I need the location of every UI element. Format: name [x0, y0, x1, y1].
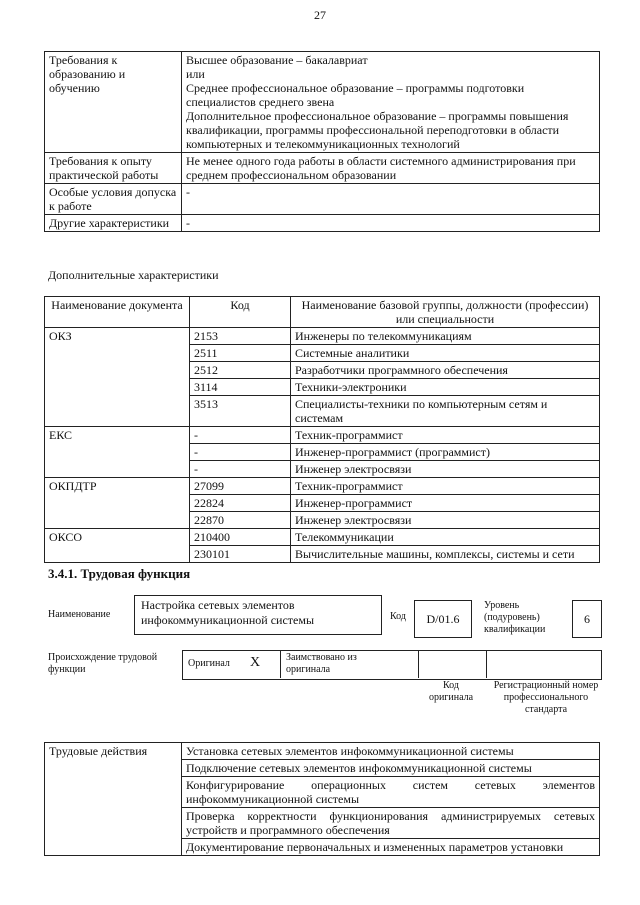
- code-cell: -: [190, 461, 291, 478]
- origin-box: [182, 650, 602, 680]
- action-item: Документирование первоначальных и измененных параметров установки: [182, 839, 600, 856]
- code-cell: 230101: [190, 546, 291, 563]
- occupation-cell: Техник-программист: [291, 427, 600, 444]
- occupation-cell: Инженер электросвязи: [291, 461, 600, 478]
- name-label: Наименование: [48, 609, 111, 620]
- row-value: -: [182, 184, 600, 215]
- table-row: [45, 478, 600, 495]
- value-line: Среднее профессиональное образование – программы подготовки специалистов среднего звена: [186, 81, 525, 109]
- occupation-cell: Телекоммуникации: [291, 529, 600, 546]
- page-number: 27: [314, 8, 326, 22]
- requirements-table: [44, 51, 600, 232]
- action-item: Установка сетевых элементов инфокоммуникационной системы: [182, 743, 600, 760]
- occupation-cell: Специалисты-техники по компьютерным сетям и системам: [291, 396, 600, 427]
- doc-cell: ОКСО: [45, 529, 190, 563]
- labor-actions-body: [45, 743, 600, 856]
- qualification-level: 6: [572, 600, 602, 638]
- occupation-cell: Техники-электроники: [291, 379, 600, 396]
- code-cell: 210400: [190, 529, 291, 546]
- table-row: [45, 184, 600, 215]
- occupation-cell: Инженер электросвязи: [291, 512, 600, 529]
- col-header-code: Код: [190, 297, 291, 328]
- code-cell: 2511: [190, 345, 291, 362]
- action-item: Конфигурирование операционных систем сетевых элементов инфокоммуникационной системы: [182, 777, 600, 808]
- value-line: или: [186, 67, 205, 81]
- code-cell: -: [190, 444, 291, 461]
- code-label: Код: [390, 611, 406, 622]
- table-row: [45, 215, 600, 232]
- function-name-box: [134, 595, 382, 635]
- table-row: [45, 328, 600, 345]
- action-item: Подключение сетевых элементов инфокоммуникационной системы: [182, 760, 600, 777]
- origin-divider: [280, 650, 281, 678]
- code-cell: 22870: [190, 512, 291, 529]
- function-name: Настройка сетевых элементов инфокоммуникационной системы: [141, 598, 315, 627]
- value-line: Высшее образование – бакалавриат: [186, 53, 368, 67]
- reg-number-caption: Регистрационный номер профессионального стандарта: [493, 680, 599, 715]
- code-cell: 2512: [190, 362, 291, 379]
- original-mark: X: [250, 655, 261, 670]
- row-value: -: [182, 215, 600, 232]
- occupation-cell: Инженер-программист: [291, 495, 600, 512]
- code-cell: -: [190, 427, 291, 444]
- row-label: Особые условия допуска к работе: [45, 184, 182, 215]
- code-cell: 3114: [190, 379, 291, 396]
- table-row: [45, 529, 600, 546]
- section-title: 3.4.1. Трудовая функция: [48, 566, 191, 581]
- occupation-cell: Инженер-программист (программист): [291, 444, 600, 461]
- row-label: Другие характеристики: [45, 215, 182, 232]
- additional-table: [44, 296, 600, 563]
- labor-actions-table: [44, 742, 600, 856]
- code-cell: 2153: [190, 328, 291, 345]
- code-cell: 22824: [190, 495, 291, 512]
- row-label: Требования к опыту практической работы: [45, 153, 182, 184]
- occupation-cell: Системные аналитики: [291, 345, 600, 362]
- section-subtitle: Дополнительные характеристики: [48, 268, 219, 282]
- occupation-cell: Разработчики программного обеспечения: [291, 362, 600, 379]
- borrowed-label: Заимствовано из оригинала: [286, 652, 357, 675]
- row-value: Не менее одного года работы в области системного администрирования при среднем профессиональном образовании: [182, 153, 600, 184]
- value-line: Дополнительное профессиональное образование – программы повышения квалификации, программы профессиональной переподготовки в области компьютерных и телекоммуникационных технологий: [186, 109, 569, 151]
- additional-table-body: [45, 328, 600, 563]
- origin-divider: [418, 650, 419, 678]
- table-row: [45, 427, 600, 444]
- actions-label: Трудовые действия: [45, 743, 182, 856]
- action-item: Проверка корректности функционирования администрируемых сетевых устройств и программного обеспечения: [182, 808, 600, 839]
- row-label: Требования к образованию и обучению: [45, 52, 182, 153]
- original-label: Оригинал: [188, 658, 230, 669]
- origin-label: Происхождение трудовой функции: [48, 652, 158, 675]
- code-cell: 3513: [190, 396, 291, 427]
- level-label: Уровень (подуровень) квалификации: [484, 600, 546, 635]
- occupation-cell: Вычислительные машины, комплексы, системы и сети: [291, 546, 600, 563]
- doc-cell: ОКЗ: [45, 328, 190, 427]
- table-header-row: [45, 297, 600, 328]
- table-row: [45, 743, 600, 760]
- col-header-doc: Наименование документа: [45, 297, 190, 328]
- origin-divider: [486, 650, 487, 678]
- row-value: [182, 52, 600, 153]
- col-header-name: Наименование базовой группы, должности (профессии) или специальности: [291, 297, 600, 328]
- doc-cell: ЕКС: [45, 427, 190, 478]
- function-code: D/01.6: [414, 600, 472, 638]
- table-row: [45, 52, 600, 153]
- code-original-caption: Код оригинала: [428, 680, 474, 703]
- doc-cell: ОКПДТР: [45, 478, 190, 529]
- table-row: [45, 153, 600, 184]
- code-cell: 27099: [190, 478, 291, 495]
- occupation-cell: Техник-программист: [291, 478, 600, 495]
- occupation-cell: Инженеры по телекоммуникациям: [291, 328, 600, 345]
